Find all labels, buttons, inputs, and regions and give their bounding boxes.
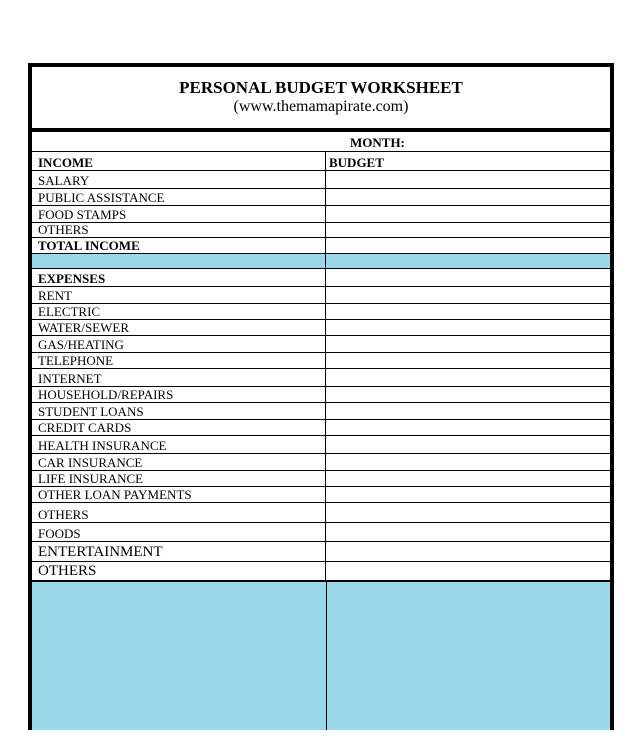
budget-cell[interactable] (326, 269, 610, 286)
row-label: HEALTH INSURANCE (32, 436, 326, 453)
row-label: FOODS (32, 523, 326, 541)
budget-cell[interactable] (326, 562, 610, 580)
row-label: STUDENT LOANS (32, 403, 326, 419)
worksheet-header (32, 67, 610, 128)
expenses-heading: EXPENSES (32, 269, 326, 286)
row-label: INTERNET (32, 369, 326, 386)
month-label: MONTH: (350, 135, 405, 150)
budget-cell[interactable] (326, 189, 610, 205)
blank-notes-area (32, 582, 610, 730)
row-label: CAR INSURANCE (32, 454, 326, 470)
column-header-row (32, 152, 610, 171)
row-label: ELECTRIC (32, 304, 326, 319)
row-label: OTHERS (32, 223, 326, 237)
row-label: SALARY (32, 171, 326, 188)
expenses-header-row (32, 269, 610, 287)
row-label: ENTERTAINMENT (32, 542, 326, 561)
separator-row (32, 254, 610, 269)
table-row (32, 189, 610, 206)
worksheet-subtitle: (www.themamapirate.com) (233, 98, 409, 115)
budget-cell[interactable] (326, 436, 610, 453)
budget-cell[interactable] (326, 336, 610, 352)
budget-cell[interactable] (326, 387, 610, 402)
column-divider (326, 582, 327, 730)
table-row (32, 542, 610, 562)
table-row (32, 523, 610, 542)
income-header: INCOME (32, 152, 326, 170)
row-label: LIFE INSURANCE (32, 471, 326, 486)
budget-cell[interactable] (326, 523, 610, 541)
table-row (32, 420, 610, 436)
budget-cell[interactable] (326, 420, 610, 435)
table-row (32, 454, 610, 471)
row-label: TELEPHONE (32, 353, 326, 368)
budget-cell[interactable] (326, 542, 610, 561)
budget-worksheet (28, 63, 614, 730)
table-row (32, 287, 610, 304)
row-label: RENT (32, 287, 326, 303)
total-income-row (32, 238, 610, 254)
table-row (32, 304, 610, 320)
budget-cell[interactable] (326, 320, 610, 335)
budget-cell[interactable] (326, 206, 610, 222)
row-label: CREDIT CARDS (32, 420, 326, 435)
budget-cell[interactable] (326, 171, 610, 188)
budget-cell[interactable] (326, 369, 610, 386)
budget-cell[interactable] (326, 454, 610, 470)
table-row (32, 336, 610, 353)
table-row (32, 387, 610, 403)
table-row (32, 471, 610, 487)
table-row (32, 403, 610, 420)
table-row (32, 171, 610, 189)
separator-left (32, 254, 326, 268)
table-row (32, 503, 610, 523)
budget-cell[interactable] (326, 503, 610, 522)
table-row (32, 223, 610, 238)
table-row (32, 353, 610, 369)
month-row (32, 132, 610, 152)
row-label: HOUSEHOLD/REPAIRS (32, 387, 326, 402)
table-row (32, 320, 610, 336)
budget-cell[interactable] (326, 353, 610, 368)
budget-cell[interactable] (326, 223, 610, 237)
row-label: OTHERS (32, 562, 326, 580)
table-row (32, 487, 610, 503)
table-row (32, 206, 610, 223)
budget-cell[interactable] (326, 487, 610, 502)
table-row (32, 436, 610, 454)
row-label: FOOD STAMPS (32, 206, 326, 222)
row-label: WATER/SEWER (32, 320, 326, 335)
budget-cell[interactable] (326, 403, 610, 419)
budget-header: BUDGET (329, 155, 384, 170)
budget-cell[interactable] (326, 287, 610, 303)
worksheet-title: PERSONAL BUDGET WORKSHEET (179, 78, 463, 97)
row-label: PUBLIC ASSISTANCE (32, 189, 326, 205)
budget-cell[interactable] (326, 304, 610, 319)
separator-right (326, 254, 610, 268)
row-label: OTHERS (32, 503, 326, 522)
total-income-label: TOTAL INCOME (32, 238, 326, 253)
table-row (32, 562, 610, 582)
row-label: GAS/HEATING (32, 336, 326, 352)
table-row (32, 369, 610, 387)
row-label: OTHER LOAN PAYMENTS (32, 487, 326, 502)
budget-cell[interactable] (326, 471, 610, 486)
total-income-cell[interactable] (326, 238, 610, 253)
